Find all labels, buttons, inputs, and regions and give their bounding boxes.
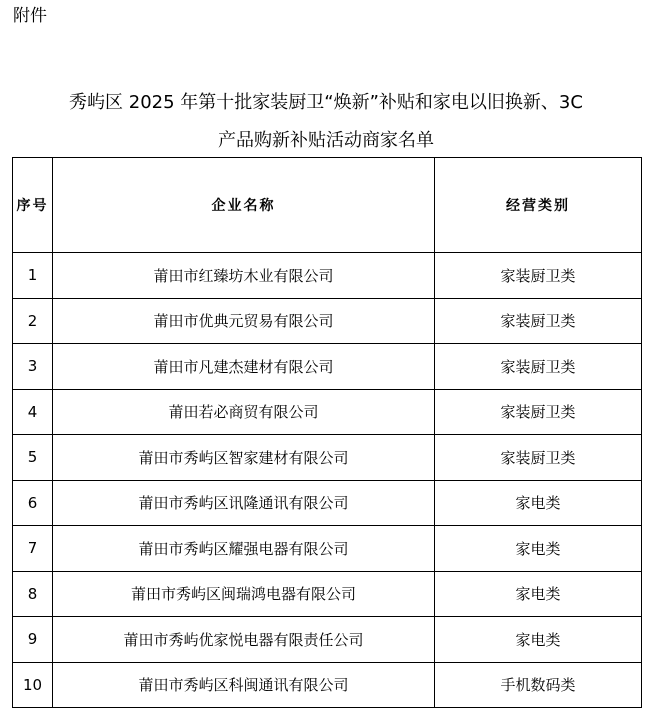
row-company-name: 莆田市秀屿区智家建材有限公司 [53, 435, 435, 481]
row-no: 6 [13, 480, 53, 526]
table-row [13, 571, 642, 617]
header-no: 序号 [13, 158, 53, 253]
table-row [13, 298, 642, 344]
row-no: 8 [13, 571, 53, 617]
title-line-1: 秀屿区 2025 年第十批家装厨卫“焕新”补贴和家电以旧换新、3C [69, 92, 583, 113]
row-company-name: 莆田市红臻坊木业有限公司 [53, 253, 435, 299]
row-no: 1 [13, 253, 53, 299]
row-category: 家装厨卫类 [435, 389, 642, 435]
row-category: 家装厨卫类 [435, 253, 642, 299]
row-category: 家装厨卫类 [435, 344, 642, 390]
row-company-name: 莆田市优典元贸易有限公司 [53, 298, 435, 344]
row-company-name: 莆田市秀屿区耀强电器有限公司 [53, 526, 435, 572]
table-header-row [13, 158, 642, 253]
table-row [13, 617, 642, 663]
row-category: 家电类 [435, 617, 642, 663]
table-row [13, 389, 642, 435]
row-category: 家电类 [435, 480, 642, 526]
row-company-name: 莆田市凡建杰建材有限公司 [53, 344, 435, 390]
row-no: 9 [13, 617, 53, 663]
row-company-name: 莆田市秀屿优家悦电器有限责任公司 [53, 617, 435, 663]
table-row [13, 253, 642, 299]
row-no: 4 [13, 389, 53, 435]
row-company-name: 莆田市秀屿区讯隆通讯有限公司 [53, 480, 435, 526]
table-row [13, 526, 642, 572]
row-no: 7 [13, 526, 53, 572]
row-company-name: 莆田若必商贸有限公司 [53, 389, 435, 435]
merchant-table [12, 157, 642, 708]
row-category: 家电类 [435, 526, 642, 572]
table-row [13, 480, 642, 526]
attachment-label: 附件 [13, 6, 47, 26]
document-title [0, 84, 652, 160]
row-no: 10 [13, 662, 53, 708]
row-company-name: 莆田市秀屿区科闽通讯有限公司 [53, 662, 435, 708]
row-category: 家装厨卫类 [435, 435, 642, 481]
header-category: 经营类别 [435, 158, 642, 253]
table-row [13, 435, 642, 481]
row-no: 5 [13, 435, 53, 481]
header-company-name: 企业名称 [53, 158, 435, 253]
title-line-2: 产品购新补贴活动商家名单 [218, 130, 434, 151]
table-row [13, 344, 642, 390]
row-category: 家装厨卫类 [435, 298, 642, 344]
row-no: 2 [13, 298, 53, 344]
row-category: 家电类 [435, 571, 642, 617]
row-company-name: 莆田市秀屿区闽瑞鸿电器有限公司 [53, 571, 435, 617]
row-no: 3 [13, 344, 53, 390]
table-row [13, 662, 642, 708]
row-category: 手机数码类 [435, 662, 642, 708]
